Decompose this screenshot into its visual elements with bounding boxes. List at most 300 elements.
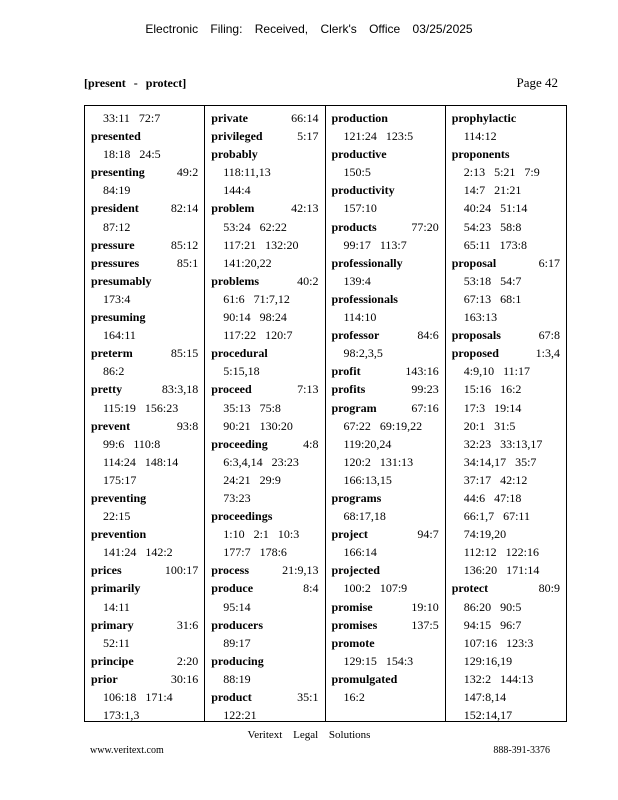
filing-stamp: Electronic Filing: Received, Clerk's Office 03/25/2025 [145, 22, 473, 36]
index-term: proposed [451, 346, 499, 361]
index-page-refs: 8:4 [303, 581, 319, 596]
index-entry [452, 326, 566, 344]
index-page-refs: 144:4 [223, 183, 251, 198]
index-page-refs [375, 634, 445, 652]
index-page-refs: 2:13 5:21 7:9 [463, 165, 540, 180]
index-continuation [452, 670, 566, 688]
index-continuation [91, 218, 204, 236]
index-page-refs: 33:11 72:7 [103, 111, 161, 125]
index-term: produce [211, 581, 254, 596]
index-continuation [452, 598, 566, 616]
index-continuation [91, 362, 204, 380]
index-term: profits [331, 382, 366, 397]
index-page-refs: 19:10 [411, 599, 439, 614]
index-continuation [211, 254, 324, 272]
index-continuation [452, 199, 566, 217]
index-page-refs: 166:14 [343, 545, 377, 560]
index-continuation [452, 236, 566, 254]
index-page-refs: 1:10 2:1 10:3 [223, 527, 300, 542]
index-page-refs: 173:4 [103, 291, 131, 306]
index-continuation [332, 453, 445, 471]
index-continuation [91, 399, 204, 417]
index-continuation [332, 199, 445, 217]
index-term: procedural [211, 346, 268, 361]
index-page-refs: 166:13,15 [343, 472, 392, 487]
index-term: proceed [211, 382, 252, 397]
index-entry [211, 272, 324, 290]
index-page-refs: 141:24 142:2 [103, 545, 173, 560]
index-entry [211, 344, 324, 362]
index-page-refs: 88:19 [223, 671, 251, 686]
index-page-refs: 5:15,18 [223, 364, 260, 379]
index-term: proposals [451, 328, 501, 343]
index-term: presented [91, 129, 141, 144]
index-page-refs: 136:20 171:14 [463, 563, 540, 578]
index-entry [91, 561, 204, 579]
index-entry [211, 109, 324, 127]
index-page-refs: 14:7 21:21 [463, 183, 522, 198]
index-continuation [211, 326, 324, 344]
index-continuation [452, 471, 566, 489]
index-continuation [452, 688, 566, 706]
index-entry [211, 435, 324, 453]
index-entry [211, 127, 324, 145]
index-continuation [332, 579, 445, 597]
index-entry [332, 326, 445, 344]
index-range: [present - protect] [84, 76, 187, 90]
index-continuation [452, 507, 566, 525]
index-page-refs: 118:11,13 [223, 165, 271, 180]
index-continuation [211, 218, 324, 236]
index-page-refs: 93:8 [176, 418, 199, 433]
index-entry [332, 109, 445, 127]
index-continuation [211, 670, 324, 688]
index-page-refs: 99:17 113:7 [343, 237, 407, 252]
index-page-refs: 4:9,10 11:17 [463, 364, 530, 379]
index-entry [332, 616, 445, 634]
index-page-refs [258, 145, 325, 163]
index-page-refs: 77:20 [411, 219, 439, 234]
index-page-refs: 2:20 [176, 653, 199, 668]
index-entry [91, 344, 204, 362]
index-column-4 [446, 106, 566, 721]
index-page-refs: 66:14 [291, 111, 319, 125]
index-continuation [211, 181, 324, 199]
index-page-refs: 74:19,20 [463, 527, 507, 542]
index-page-refs: 35:13 75:8 [223, 400, 281, 415]
index-entry [91, 127, 204, 145]
index-continuation [332, 417, 445, 435]
index-page-refs: 114:24 148:14 [103, 454, 179, 469]
index-entry [91, 199, 204, 217]
index-term: process [211, 563, 250, 578]
index-page-refs: 82:14 [170, 201, 199, 216]
index-page-refs: 85:15 [170, 346, 199, 361]
index-term: preventing [91, 490, 147, 505]
index-page-refs: 34:14,17 35:7 [463, 454, 537, 469]
index-entry [211, 507, 324, 525]
index-term: production [331, 111, 388, 125]
footer-phone: 888-391-3376 [493, 745, 550, 756]
index-page-refs: 4:8 [303, 436, 319, 451]
index-continuation [452, 706, 566, 724]
index-page-refs [151, 272, 204, 290]
index-continuation [332, 236, 445, 254]
index-page-refs: 89:17 [223, 635, 251, 650]
index-term: presumably [91, 273, 152, 288]
index-continuation [91, 435, 204, 453]
index-continuation [452, 561, 566, 579]
index-continuation [452, 616, 566, 634]
index-continuation [332, 471, 445, 489]
index-continuation [332, 507, 445, 525]
index-page-refs: 85:12 [170, 237, 199, 252]
index-continuation [211, 399, 324, 417]
index-entry [452, 254, 566, 272]
index-continuation [452, 127, 566, 145]
index-continuation [91, 507, 204, 525]
index-page-refs: 21:9,13 [282, 563, 319, 578]
index-page-refs: 90:21 130:20 [223, 418, 293, 433]
index-continuation [452, 525, 566, 543]
index-page-refs: 44:6 47:18 [463, 490, 522, 505]
index-page-refs: 95:14 [223, 599, 251, 614]
index-page-refs: 150:5 [343, 165, 371, 180]
index-entry [332, 254, 445, 272]
index-term: protect [451, 581, 489, 596]
index-term: productivity [331, 183, 395, 198]
index-term: primary [91, 617, 134, 632]
index-page-refs: 137:5 [411, 617, 439, 632]
index-continuation [452, 308, 566, 326]
index-continuation [452, 417, 566, 435]
index-continuation [452, 290, 566, 308]
index-column-1 [85, 106, 205, 721]
index-entry [332, 598, 445, 616]
index-page-refs: 129:15 154:3 [343, 653, 414, 668]
index-page-refs: 163:13 [463, 310, 498, 325]
index-continuation [452, 453, 566, 471]
index-entry [452, 579, 566, 597]
index-term: profit [331, 364, 361, 379]
index-term: promise [331, 599, 373, 614]
index-page-refs: 147:8,14 [463, 690, 507, 704]
index-entry [332, 380, 445, 398]
index-term: proposal [451, 255, 497, 270]
index-continuation [452, 181, 566, 199]
index-page-refs: 120:2 131:13 [343, 454, 414, 469]
index-column-2 [205, 106, 325, 721]
index-continuation [452, 218, 566, 236]
index-page-refs: 20:1 31:5 [463, 418, 516, 433]
index-continuation [211, 362, 324, 380]
index-term: productive [331, 147, 387, 162]
index-continuation [332, 272, 445, 290]
footer-website: www.veritext.com [90, 745, 164, 756]
index-term: producers [211, 617, 264, 632]
index-page-refs [387, 145, 445, 163]
index-page-refs: 5:17 [297, 129, 319, 144]
index-page-refs: 17:3 19:14 [463, 400, 522, 415]
index-entry [332, 525, 445, 543]
index-page-refs [272, 507, 324, 525]
index-page-refs: 40:24 51:14 [463, 201, 528, 216]
index-page-refs: 49:2 [176, 165, 199, 180]
index-entry [91, 525, 204, 543]
index-continuation [211, 634, 324, 652]
index-page-refs: 30:16 [170, 671, 199, 686]
index-page-refs: 84:6 [417, 328, 439, 343]
index-entry [332, 399, 445, 417]
index-term: problems [211, 273, 260, 288]
index-page-refs: 54:23 58:8 [463, 219, 522, 234]
index-entry [332, 290, 445, 308]
index-term: program [331, 400, 377, 415]
index-page-refs [398, 290, 445, 308]
index-page-refs [268, 344, 325, 362]
index-page-refs: 32:23 33:13,17 [463, 436, 543, 451]
index-continuation [452, 634, 566, 652]
index-page-refs: 14:11 [103, 599, 130, 614]
index-page-refs [263, 616, 324, 634]
index-continuation [332, 163, 445, 181]
index-entry [91, 579, 204, 597]
index-term: pretty [91, 382, 123, 397]
index-page-refs: 18:18 24:5 [103, 147, 161, 162]
index-continuation [211, 471, 324, 489]
index-page-refs [516, 109, 566, 127]
index-continuation [91, 326, 204, 344]
index-page-refs: 6:17 [538, 255, 560, 270]
index-entry [91, 652, 204, 670]
index-page-refs [510, 145, 566, 163]
index-term: pressures [91, 255, 140, 270]
index-term: probably [211, 147, 258, 162]
index-entry [91, 163, 204, 181]
index-entry [211, 652, 324, 670]
index-page-refs [140, 579, 204, 597]
index-page-refs: 107:16 123:3 [463, 635, 534, 650]
index-entry [211, 561, 324, 579]
index-page-refs: 173:1,3 [103, 708, 140, 723]
word-index-table [84, 105, 567, 722]
index-term: producing [211, 653, 264, 668]
index-page-refs [381, 489, 444, 507]
footer-company: Veritext Legal Solutions [247, 729, 371, 741]
index-continuation [91, 543, 204, 561]
index-continuation [211, 489, 324, 507]
index-term: promote [331, 635, 375, 650]
index-continuation [91, 634, 204, 652]
index-page-refs: 84:19 [103, 183, 131, 198]
index-continuation [452, 435, 566, 453]
index-page-refs: 112:12 122:16 [463, 545, 539, 560]
index-page-refs [146, 489, 204, 507]
index-page-refs: 86:2 [103, 364, 125, 379]
index-page-refs: 132:2 144:13 [463, 671, 534, 686]
index-continuation [452, 399, 566, 417]
index-term: president [91, 201, 139, 216]
index-page-refs [395, 181, 445, 199]
index-page-refs: 121:24 123:5 [343, 129, 414, 144]
index-entry [332, 561, 445, 579]
index-page-refs: 100:2 107:9 [343, 581, 408, 596]
index-continuation [452, 652, 566, 670]
index-entry [332, 218, 445, 236]
index-term: projected [331, 563, 380, 578]
index-page-refs: 37:17 42:12 [463, 472, 528, 487]
index-continuation [452, 543, 566, 561]
index-entry [91, 254, 204, 272]
index-term: preterm [91, 346, 133, 361]
index-entry [332, 670, 445, 688]
index-page-refs: 143:16 [405, 364, 439, 379]
index-continuation [211, 236, 324, 254]
index-page-refs [145, 308, 204, 326]
index-page-refs [388, 109, 445, 127]
index-continuation [211, 417, 324, 435]
index-term: proceedings [211, 509, 273, 524]
index-page-refs: 52:11 [103, 635, 130, 650]
index-page-refs: 73:23 [223, 490, 251, 505]
index-page-refs [403, 254, 445, 272]
index-term: prevention [91, 527, 147, 542]
index-term: prevent [91, 418, 131, 433]
index-continuation [211, 453, 324, 471]
index-entry [211, 579, 324, 597]
index-column-3 [326, 106, 446, 721]
index-page-refs: 106:18 171:4 [103, 690, 173, 704]
index-page-refs: 7:13 [297, 382, 319, 397]
index-page-refs: 61:6 71:7,12 [223, 291, 290, 306]
index-continuation [91, 471, 204, 489]
index-page-refs [264, 652, 325, 670]
index-entry [91, 616, 204, 634]
index-continuation [332, 127, 445, 145]
index-term: promises [331, 617, 378, 632]
index-entry [452, 344, 566, 362]
index-continuation [91, 688, 204, 706]
index-entry [332, 634, 445, 652]
index-page-refs: 114:12 [463, 129, 497, 144]
index-page-refs: 177:7 178:6 [223, 545, 287, 560]
index-continuation [332, 435, 445, 453]
index-page-refs: 99:6 110:8 [103, 436, 161, 451]
index-page-refs: 94:7 [417, 527, 439, 542]
index-page-refs: 67:13 68:1 [463, 291, 522, 306]
index-continuation [91, 598, 204, 616]
index-continuation [452, 163, 566, 181]
index-entry [91, 489, 204, 507]
index-entry [452, 109, 566, 127]
index-term: presuming [91, 310, 146, 325]
index-page-refs: 31:6 [176, 617, 199, 632]
index-page-refs [146, 525, 204, 543]
index-continuation [452, 380, 566, 398]
index-continuation [91, 453, 204, 471]
index-term: products [331, 219, 377, 234]
index-continuation [332, 543, 445, 561]
index-page-refs: 67:22 69:19,22 [343, 418, 423, 433]
index-continuation [211, 706, 324, 724]
index-continuation [91, 181, 204, 199]
index-page-refs: 6:3,4,14 23:23 [223, 454, 299, 469]
index-page-refs: 115:19 156:23 [103, 400, 179, 415]
index-entry [211, 688, 324, 706]
index-page-refs: 68:17,18 [343, 509, 386, 524]
index-entry [332, 489, 445, 507]
index-page-refs: 129:16,19 [463, 653, 513, 668]
index-entry [211, 145, 324, 163]
index-page-refs: 87:12 [103, 219, 131, 234]
index-continuation [452, 489, 566, 507]
index-page-refs: 114:10 [343, 310, 377, 325]
index-page-refs: 66:1,7 67:11 [463, 509, 530, 524]
index-entry [452, 145, 566, 163]
index-entry [91, 380, 204, 398]
index-page-refs: 67:8 [538, 328, 560, 343]
index-term: private [211, 111, 248, 125]
index-entry [332, 145, 445, 163]
index-page-refs [141, 127, 204, 145]
index-term: prices [91, 563, 122, 578]
index-entry [332, 181, 445, 199]
index-term: pressure [91, 237, 135, 252]
index-continuation [211, 598, 324, 616]
index-page-refs: 1:3,4 [535, 346, 560, 361]
index-page-refs: 152:14,17 [463, 708, 513, 723]
index-continuation [91, 109, 204, 127]
index-page-refs: 94:15 96:7 [463, 617, 522, 632]
index-page-refs: 141:20,22 [223, 255, 272, 270]
index-page-refs [397, 670, 444, 688]
index-term: prior [91, 671, 118, 686]
index-page-refs: 90:14 98:24 [223, 310, 287, 325]
index-continuation [91, 145, 204, 163]
index-term: prophylactic [451, 111, 517, 125]
index-page-refs: 35:1 [297, 690, 319, 704]
index-page-refs: 40:2 [297, 273, 319, 288]
index-entry [211, 199, 324, 217]
index-term: proponents [451, 147, 510, 162]
index-page-refs: 86:20 90:5 [463, 599, 522, 614]
index-entry [211, 616, 324, 634]
index-term: problem [211, 201, 255, 216]
index-continuation [211, 525, 324, 543]
index-continuation [332, 344, 445, 362]
index-term: project [331, 527, 368, 542]
index-page-refs: 117:21 132:20 [223, 237, 299, 252]
index-page-refs: 42:13 [291, 201, 319, 216]
index-page-refs: 15:16 16:2 [463, 382, 522, 397]
index-entry [91, 236, 204, 254]
index-continuation [332, 652, 445, 670]
index-continuation [332, 688, 445, 706]
index-continuation [211, 308, 324, 326]
index-continuation [211, 163, 324, 181]
index-term: programs [331, 490, 382, 505]
index-term: presenting [91, 165, 145, 180]
index-term: professionally [331, 255, 403, 270]
index-page-refs: 119:20,24 [343, 436, 392, 451]
index-continuation [332, 308, 445, 326]
index-term: privileged [211, 129, 263, 144]
index-term: principe [91, 653, 134, 668]
index-continuation [452, 272, 566, 290]
index-page-refs: 100:17 [164, 563, 199, 578]
index-entry [91, 417, 204, 435]
index-continuation [211, 543, 324, 561]
